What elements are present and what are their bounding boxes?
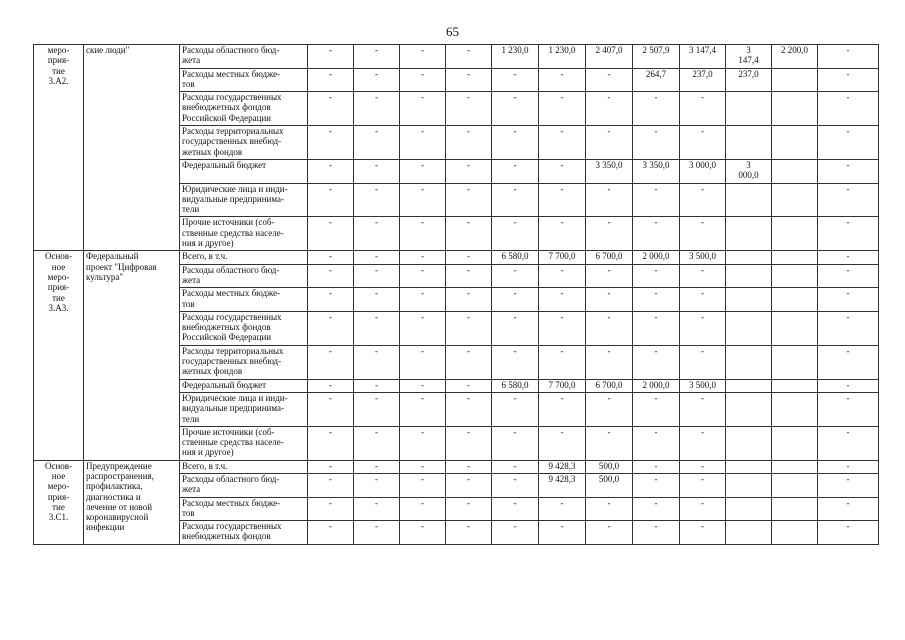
value-cell: - [400, 45, 446, 69]
funding-source-cell: Расходы местных бюдже- тов [180, 288, 308, 312]
value-cell [726, 521, 772, 545]
value-cell: - [446, 379, 492, 392]
value-cell: 3 000,0 [680, 159, 726, 183]
value-cell: - [354, 183, 400, 217]
value-cell: - [633, 311, 680, 345]
value-cell [772, 126, 818, 160]
funding-source-cell: Юридические лица и инди- видуальные предпринима- тели [180, 183, 308, 217]
value-cell: - [354, 311, 400, 345]
value-cell: - [400, 379, 446, 392]
value-cell [772, 159, 818, 183]
value-cell: - [446, 521, 492, 545]
funding-source-cell: Всего, в т.ч. [180, 251, 308, 264]
project-cell: Федеральный проект "Цифровая культура" [84, 251, 180, 460]
value-cell: - [633, 426, 680, 460]
value-cell: 3 147,4 [726, 45, 772, 69]
value-cell: - [354, 251, 400, 264]
value-cell: - [400, 217, 446, 251]
value-cell: - [446, 251, 492, 264]
value-cell: - [492, 426, 539, 460]
value-cell: - [818, 159, 879, 183]
value-cell: 2 507,9 [633, 45, 680, 69]
value-cell: - [446, 460, 492, 473]
value-cell: - [680, 426, 726, 460]
value-cell: - [586, 217, 633, 251]
measure-cell: Основ- ное меро- прия- тие 3.С1. [34, 460, 84, 544]
funding-source-cell: Расходы областного бюд- жета [180, 45, 308, 69]
value-cell: - [586, 345, 633, 379]
funding-source-cell: Расходы государственных внебюджетных фондов Российской Федерации [180, 311, 308, 345]
value-cell: - [308, 92, 354, 126]
value-cell [772, 311, 818, 345]
value-cell: - [400, 251, 446, 264]
value-cell [772, 288, 818, 312]
value-cell: - [539, 126, 586, 160]
value-cell: - [446, 497, 492, 521]
value-cell: - [354, 460, 400, 473]
value-cell: - [308, 159, 354, 183]
value-cell: - [539, 426, 586, 460]
value-cell: - [818, 392, 879, 426]
value-cell: - [308, 288, 354, 312]
value-cell: - [446, 45, 492, 69]
value-cell: - [818, 473, 879, 497]
value-cell: - [354, 392, 400, 426]
value-cell: - [680, 311, 726, 345]
value-cell: - [818, 217, 879, 251]
value-cell: - [492, 473, 539, 497]
value-cell: - [818, 311, 879, 345]
value-cell [726, 460, 772, 473]
value-cell [772, 251, 818, 264]
value-cell: - [586, 521, 633, 545]
value-cell: - [492, 392, 539, 426]
value-cell: - [354, 521, 400, 545]
value-cell: - [633, 92, 680, 126]
value-cell: - [354, 217, 400, 251]
value-cell: - [818, 264, 879, 288]
value-cell: - [586, 392, 633, 426]
project-cell: Предупреждение распространения, профилактика, диагностика и лечение от новой коронавирусной инфекции [84, 460, 180, 544]
value-cell: - [539, 217, 586, 251]
value-cell: - [586, 288, 633, 312]
value-cell: - [586, 497, 633, 521]
value-cell: - [354, 264, 400, 288]
value-cell: 237,0 [726, 68, 772, 92]
value-cell [726, 217, 772, 251]
funding-source-cell: Расходы областного бюд- жета [180, 264, 308, 288]
value-cell: - [818, 183, 879, 217]
value-cell [726, 497, 772, 521]
value-cell: - [308, 45, 354, 69]
table-row [34, 45, 879, 69]
value-cell [726, 264, 772, 288]
value-cell: - [492, 460, 539, 473]
value-cell: - [308, 521, 354, 545]
value-cell [772, 264, 818, 288]
value-cell: - [818, 379, 879, 392]
value-cell: - [446, 426, 492, 460]
value-cell [726, 345, 772, 379]
value-cell: - [539, 521, 586, 545]
value-cell: - [308, 126, 354, 160]
value-cell: 1 230,0 [492, 45, 539, 69]
value-cell: - [492, 497, 539, 521]
value-cell: 3 350,0 [586, 159, 633, 183]
value-cell: - [818, 251, 879, 264]
value-cell: 2 200,0 [772, 45, 818, 69]
value-cell: - [308, 217, 354, 251]
funding-table [33, 44, 879, 545]
value-cell: - [400, 392, 446, 426]
value-cell: - [586, 126, 633, 160]
value-cell: - [400, 126, 446, 160]
value-cell [726, 426, 772, 460]
value-cell: - [354, 497, 400, 521]
value-cell: - [400, 497, 446, 521]
value-cell: - [354, 345, 400, 379]
value-cell: 6 580,0 [492, 251, 539, 264]
funding-source-cell: Расходы местных бюдже- тов [180, 497, 308, 521]
value-cell: 3 500,0 [680, 379, 726, 392]
funding-source-cell: Юридические лица и инди- видуальные предпринима- тели [180, 392, 308, 426]
value-cell: - [539, 68, 586, 92]
value-cell [772, 183, 818, 217]
value-cell: - [354, 159, 400, 183]
value-cell: - [492, 126, 539, 160]
value-cell [726, 183, 772, 217]
value-cell: - [633, 264, 680, 288]
value-cell: 6 700,0 [586, 251, 633, 264]
funding-source-cell: Федеральный бюджет [180, 159, 308, 183]
value-cell: - [680, 460, 726, 473]
value-cell: - [586, 92, 633, 126]
value-cell: - [818, 68, 879, 92]
value-cell: - [586, 426, 633, 460]
funding-source-cell: Расходы территориальных государственных внебюд- жетных фондов [180, 345, 308, 379]
value-cell: - [400, 460, 446, 473]
value-cell: - [633, 345, 680, 379]
value-cell: - [446, 473, 492, 497]
value-cell: 3 147,4 [680, 45, 726, 69]
page-number: 65 [446, 24, 459, 39]
value-cell: - [446, 68, 492, 92]
value-cell: - [400, 159, 446, 183]
value-cell: - [308, 251, 354, 264]
value-cell [726, 379, 772, 392]
value-cell: - [586, 264, 633, 288]
funding-source-cell: Прочие источники (соб- ственные средства населе- ния и другое) [180, 217, 308, 251]
value-cell: - [492, 345, 539, 379]
value-cell: 500,0 [586, 473, 633, 497]
value-cell [772, 379, 818, 392]
value-cell [726, 92, 772, 126]
value-cell: - [633, 288, 680, 312]
value-cell: - [539, 345, 586, 379]
value-cell: 1 230,0 [539, 45, 586, 69]
value-cell: - [680, 345, 726, 379]
value-cell: - [633, 460, 680, 473]
value-cell: - [539, 497, 586, 521]
value-cell: - [818, 92, 879, 126]
value-cell: - [354, 45, 400, 69]
value-cell: - [492, 92, 539, 126]
value-cell: - [446, 183, 492, 217]
value-cell: - [539, 392, 586, 426]
value-cell [726, 473, 772, 497]
value-cell: - [492, 183, 539, 217]
value-cell: - [680, 92, 726, 126]
value-cell [772, 92, 818, 126]
value-cell: - [539, 311, 586, 345]
funding-source-cell: Расходы местных бюдже- тов [180, 68, 308, 92]
value-cell: - [586, 183, 633, 217]
value-cell [772, 217, 818, 251]
value-cell: - [818, 497, 879, 521]
value-cell [772, 392, 818, 426]
value-cell [726, 392, 772, 426]
value-cell: - [308, 264, 354, 288]
value-cell [772, 426, 818, 460]
value-cell: - [400, 92, 446, 126]
value-cell: - [446, 311, 492, 345]
value-cell: - [400, 288, 446, 312]
value-cell [772, 473, 818, 497]
value-cell [726, 288, 772, 312]
funding-source-cell: Федеральный бюджет [180, 379, 308, 392]
value-cell: 237,0 [680, 68, 726, 92]
value-cell [726, 126, 772, 160]
value-cell: - [492, 159, 539, 183]
value-cell: - [446, 217, 492, 251]
value-cell: - [586, 311, 633, 345]
value-cell: - [400, 264, 446, 288]
value-cell: - [308, 426, 354, 460]
value-cell: - [446, 264, 492, 288]
value-cell: - [586, 68, 633, 92]
value-cell: - [539, 92, 586, 126]
value-cell: - [446, 92, 492, 126]
value-cell: - [354, 288, 400, 312]
value-cell: 3 350,0 [633, 159, 680, 183]
value-cell: - [446, 288, 492, 312]
value-cell: 2 000,0 [633, 379, 680, 392]
value-cell: 7 700,0 [539, 251, 586, 264]
value-cell: - [492, 264, 539, 288]
value-cell: - [354, 92, 400, 126]
value-cell: - [680, 183, 726, 217]
value-cell: - [539, 288, 586, 312]
value-cell: - [492, 217, 539, 251]
funding-source-cell: Расходы территориальных государственных внебюд- жетных фондов [180, 126, 308, 160]
value-cell: - [818, 45, 879, 69]
value-cell: - [680, 521, 726, 545]
funding-source-cell: Расходы государственных внебюджетных фондов [180, 521, 308, 545]
value-cell: - [446, 345, 492, 379]
value-cell: 6 700,0 [586, 379, 633, 392]
value-cell: - [680, 392, 726, 426]
value-cell: 7 700,0 [539, 379, 586, 392]
value-cell: - [308, 473, 354, 497]
value-cell: - [633, 521, 680, 545]
value-cell: - [354, 426, 400, 460]
table-row [34, 460, 879, 473]
value-cell: 3 000,0 [726, 159, 772, 183]
value-cell: - [680, 497, 726, 521]
value-cell: - [400, 426, 446, 460]
value-cell: - [539, 183, 586, 217]
value-cell: - [446, 126, 492, 160]
value-cell: - [308, 183, 354, 217]
value-cell: - [680, 217, 726, 251]
value-cell: - [308, 392, 354, 426]
value-cell: - [308, 345, 354, 379]
value-cell: - [308, 379, 354, 392]
value-cell: - [633, 473, 680, 497]
value-cell: - [308, 460, 354, 473]
value-cell: - [354, 126, 400, 160]
value-cell: - [633, 126, 680, 160]
value-cell: - [308, 497, 354, 521]
value-cell [772, 521, 818, 545]
value-cell: 2 000,0 [633, 251, 680, 264]
value-cell: - [818, 460, 879, 473]
value-cell [772, 68, 818, 92]
value-cell: - [354, 473, 400, 497]
value-cell: - [818, 288, 879, 312]
value-cell: - [633, 183, 680, 217]
table-row [34, 251, 879, 264]
value-cell: - [492, 311, 539, 345]
funding-source-cell: Расходы областного бюд- жета [180, 473, 308, 497]
funding-source-cell: Всего, в т.ч. [180, 460, 308, 473]
value-cell: - [680, 288, 726, 312]
value-cell [772, 345, 818, 379]
value-cell: - [680, 264, 726, 288]
value-cell: - [539, 159, 586, 183]
value-cell: - [308, 311, 354, 345]
value-cell: - [680, 126, 726, 160]
value-cell: - [633, 392, 680, 426]
value-cell: - [818, 345, 879, 379]
measure-cell: меро- прия- тие 3.А2. [34, 45, 84, 251]
value-cell: - [400, 183, 446, 217]
table-body [34, 45, 879, 545]
value-cell: - [308, 68, 354, 92]
value-cell: - [818, 521, 879, 545]
value-cell [772, 497, 818, 521]
value-cell: 264,7 [633, 68, 680, 92]
value-cell [726, 251, 772, 264]
funding-source-cell: Расходы государственных внебюджетных фондов Российской Федерации [180, 92, 308, 126]
value-cell: - [633, 217, 680, 251]
value-cell: - [633, 497, 680, 521]
value-cell [772, 460, 818, 473]
value-cell: - [400, 311, 446, 345]
value-cell: - [400, 473, 446, 497]
value-cell: - [818, 426, 879, 460]
project-cell: ские люди" [84, 45, 180, 251]
value-cell [726, 311, 772, 345]
value-cell: - [539, 264, 586, 288]
funding-source-cell: Прочие источники (соб- ственные средства населе- ния и другое) [180, 426, 308, 460]
value-cell: - [354, 379, 400, 392]
value-cell: - [354, 68, 400, 92]
value-cell: - [818, 126, 879, 160]
value-cell: - [492, 288, 539, 312]
value-cell: 3 500,0 [680, 251, 726, 264]
value-cell: 2 407,0 [586, 45, 633, 69]
value-cell: 9 428,3 [539, 460, 586, 473]
value-cell: - [400, 345, 446, 379]
value-cell: - [446, 159, 492, 183]
value-cell: - [680, 473, 726, 497]
value-cell: - [446, 392, 492, 426]
value-cell: 500,0 [586, 460, 633, 473]
value-cell: 6 580,0 [492, 379, 539, 392]
value-cell: - [400, 68, 446, 92]
value-cell: - [400, 521, 446, 545]
value-cell: - [492, 521, 539, 545]
value-cell: - [492, 68, 539, 92]
value-cell: 9 428,3 [539, 473, 586, 497]
measure-cell: Основ- ное меро- прия- тие 3.А3. [34, 251, 84, 460]
